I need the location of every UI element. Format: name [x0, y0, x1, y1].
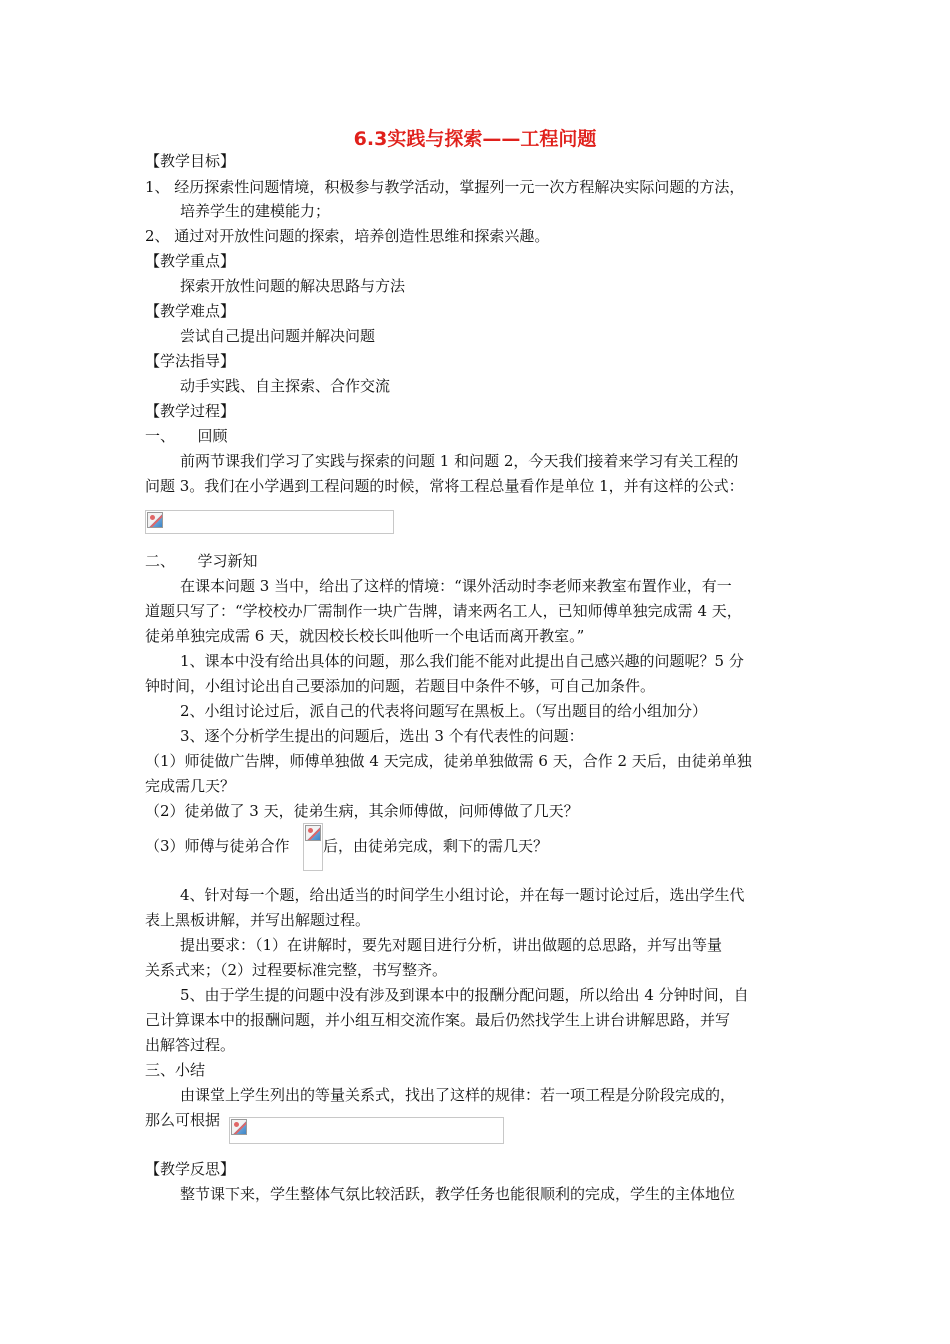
formula-image-placeholder: [145, 510, 394, 534]
requirements-line-2: 关系式来；（2）过程要标准完整，书写整齐。: [145, 961, 448, 979]
heading-key-points: 【教学重点】: [145, 252, 236, 270]
difficulties-text: 尝试自己提出问题并解决问题: [180, 327, 376, 345]
step-5-line-3: 出解答过程。: [145, 1036, 236, 1054]
reflection-line-1: 整节课下来，学生整体气氛比较活跃，教学任务也能很顺利的完成，学生的主体地位: [180, 1185, 736, 1203]
step-3-line: 3、逐个分析学生提出的问题后，选出 3 个有代表性的问题：: [180, 727, 584, 745]
section-summary-heading: 三、小结: [145, 1061, 206, 1079]
scenario-line-1: 在课本问题 3 当中，给出了这样的情境：“课外活动时李老师来教室布置作业，有一: [180, 577, 732, 595]
section-new-knowledge-heading: 二、 学习新知: [145, 552, 258, 570]
goal-1-line: 1、 经历探索性问题情境，积极参与教学活动，掌握列一元一次方程解决实际问题的方法，: [145, 178, 745, 196]
heading-teaching-process: 【教学过程】: [145, 402, 236, 420]
problem-3-part-1: （3）师傅与徒弟合作: [145, 837, 290, 855]
summary-line-1: 由课堂上学生列出的等量关系式，找出了这样的规律：若一项工程是分阶段完成的，: [180, 1086, 736, 1104]
summary-line-2: 那么可根据: [145, 1111, 221, 1129]
key-points-text: 探索开放性问题的解决思路与方法: [180, 277, 406, 295]
study-guide-text: 动手实践、自主探索、合作交流: [180, 377, 391, 395]
document-title: 6.3实践与探索——工程问题: [353, 128, 597, 150]
problem-2-line: （2）徒弟做了 3 天，徒弟生病，其余师傅做，问师傅做了几天？: [145, 802, 579, 820]
heading-teaching-reflection: 【教学反思】: [145, 1160, 236, 1178]
step-1-line-1: 1、课本中没有给出具体的问题，那么我们能不能对此提出自己感兴趣的问题呢？5 分: [180, 652, 744, 670]
goal-2-line: 2、 通过对开放性问题的探索，培养创造性思维和探索兴趣。: [145, 227, 550, 245]
problem-1-line-2: 完成需几天？: [145, 777, 236, 795]
review-paragraph-line-2: 问题 3。我们在小学遇到工程问题的时候，常将工程总量看作是单位 1，并有这样的公式：: [145, 477, 744, 495]
step-1-line-2: 钟时间，小组讨论出自己要添加的问题，若题目中条件不够，可自己加条件。: [145, 677, 656, 695]
fraction-image-placeholder: [303, 823, 323, 871]
step-5-line-2: 己计算课本中的报酬问题，并小组互相交流作案。最后仍然找学生上讲台讲解思路，并写: [145, 1011, 731, 1029]
summary-formula-image-placeholder: [229, 1117, 504, 1144]
heading-difficulties: 【教学难点】: [145, 302, 236, 320]
problem-3-part-2: 后，由徒弟完成，剩下的需几天？: [323, 837, 549, 855]
step-4-line-1: 4、针对每一个题，给出适当的时间学生小组讨论，并在每一题讨论过后，选出学生代: [180, 886, 745, 904]
requirements-line-1: 提出要求：（1）在讲解时，要先对题目进行分析，讲出做题的总思路，并写出等量: [180, 936, 723, 954]
problem-1-line-1: （1）师徒做广告牌，师傅单独做 4 天完成，徒弟单独做需 6 天，合作 2 天后，由徒弟单独: [145, 752, 752, 770]
step-2-line: 2、小组讨论过后，派自己的代表将问题写在黑板上。（写出题目的给小组加分）: [180, 702, 708, 720]
heading-study-guide: 【学法指导】: [145, 352, 236, 370]
heading-teaching-goals: 【教学目标】: [145, 152, 236, 170]
broken-image-icon: [231, 1119, 247, 1135]
step-4-line-2: 表上黑板讲解，并写出解题过程。: [145, 911, 371, 929]
section-review-heading: 一、 回顾: [145, 427, 228, 445]
step-5-line-1: 5、由于学生提的问题中没有涉及到课本中的报酬分配问题，所以给出 4 分钟时间，自: [180, 986, 749, 1004]
scenario-line-2: 道题只写了：“学校校办厂需制作一块广告牌，请来两名工人，已知师傅单独完成需 4 天，: [145, 602, 742, 620]
goal-1-continuation: 培养学生的建模能力；: [180, 202, 331, 220]
review-paragraph-line-1: 前两节课我们学习了实践与探索的问题 1 和问题 2，今天我们接着来学习有关工程的: [180, 452, 739, 470]
broken-image-icon: [305, 825, 321, 841]
scenario-line-3: 徒弟单独完成需 6 天，就因校长校长叫他听一个电话而离开教室。”: [145, 627, 585, 645]
broken-image-icon: [147, 512, 163, 528]
